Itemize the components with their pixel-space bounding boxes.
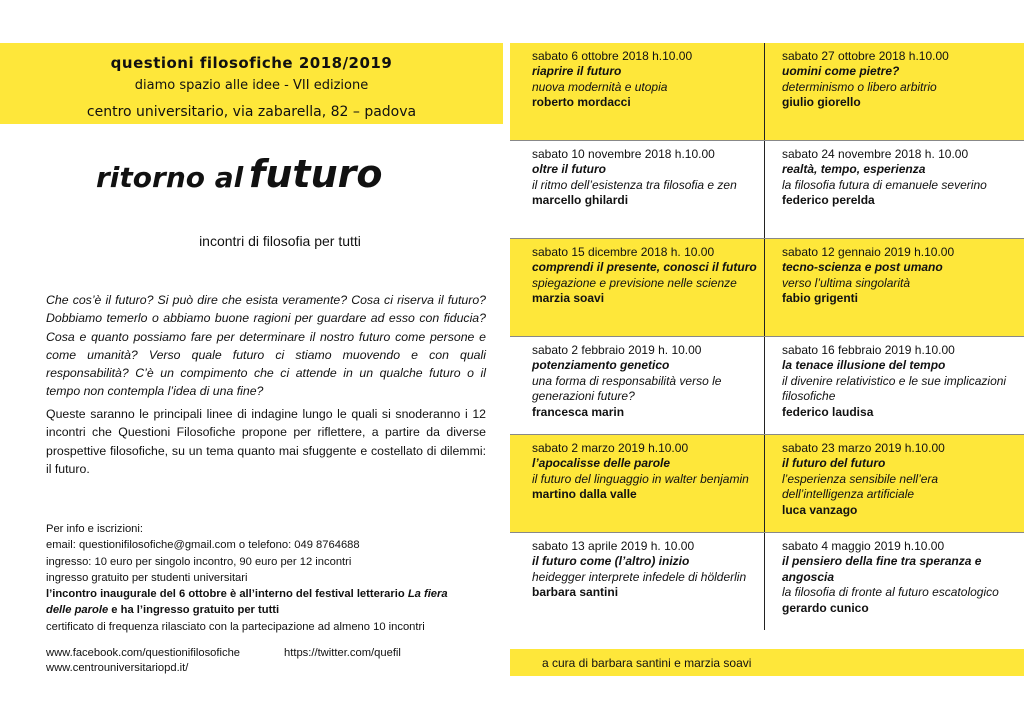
main-title (96, 152, 382, 196)
info-free-entry: e ha l’ingresso gratuito per tutti (108, 604, 280, 617)
info-inaugural (46, 586, 506, 602)
events-row (510, 43, 1024, 141)
event-description: la filosofia di fronte al futuro escatologico (782, 585, 999, 600)
intro-paragraph: Che cos’è il futuro? Si può dire che esista veramente? Cosa ci riserva il futuro? Dobbiamo temerlo o abbiamo buone ragioni per guardare ad esso con fiducia? Cosa e quanto possiamo fare per determinare il nostro futuro come persone e come umanità? Verso quale futuro ci stiamo muovendo e con quali responsabilità? C’è un compimento che ci attende in un qualche futuro o il tempo non contempla l’idea di una fine? (46, 293, 486, 399)
info-inaugural-text: l’incontro inaugurale del 6 ottobre è all’interno del festival letterario (46, 588, 408, 601)
event-title: tecno-scienza e post umano (782, 260, 943, 275)
event-card (532, 49, 772, 111)
subtitle: incontri di filosofia per tutti (199, 233, 361, 249)
event-description: spiegazione e previsione nelle scienze (532, 275, 737, 290)
events-row (510, 337, 1024, 435)
event-title: realtà, tempo, esperienza (782, 162, 926, 177)
event-title: oltre il futuro (532, 162, 606, 177)
event-speaker: gerardo cunico (782, 600, 869, 615)
event-description: il ritmo dell’esistenza tra filosofia e zen (532, 177, 737, 192)
festival-name-part2: delle parole (46, 604, 109, 617)
event-speaker: marcello ghilardi (532, 193, 629, 208)
event-title: comprendi il presente, conosci il futuro (532, 260, 757, 275)
event-date: sabato 10 novembre 2018 h.10.00 (532, 147, 715, 161)
event-date: sabato 4 maggio 2019 h.10.00 (782, 539, 945, 553)
events-row (510, 141, 1024, 239)
facebook-link[interactable]: www.facebook.com/questionifilosofiche (46, 647, 241, 659)
info-heading: Per info e iscrizioni: (46, 523, 143, 535)
event-description: nuova modernità e utopia (532, 79, 668, 94)
event-date: sabato 2 febbraio 2019 h. 10.00 (532, 343, 702, 357)
events-row (510, 435, 1024, 533)
event-description: verso l’ultima singolarità (782, 275, 911, 290)
venue-line: centro universitario, via zabarella, 82 – padova (86, 104, 417, 120)
event-date: sabato 24 novembre 2018 h. 10.00 (782, 147, 969, 161)
info-certificate: certificato di frequenza rilasciato con la partecipazione ad almeno 10 incontri (46, 620, 425, 633)
event-speaker: giulio giorello (782, 95, 861, 110)
event-speaker: federico laudisa (782, 404, 874, 419)
event-description: il divenire relativistico e le sue implicazioni filosofiche (782, 373, 1007, 404)
event-description: il futuro del linguaggio in walter benjamin (532, 471, 749, 486)
event-description: una forma di responsabilità verso le generazioni future? (532, 373, 722, 404)
event-card (782, 147, 1022, 209)
info-inaugural-cont (46, 602, 506, 618)
event-speaker: marzia soavi (532, 291, 605, 306)
event-card (532, 441, 772, 503)
event-title: riaprire il futuro (532, 64, 622, 79)
event-card (782, 343, 1022, 420)
event-date: sabato 16 febbraio 2019 h.10.00 (782, 343, 955, 357)
event-speaker: barbara santini (532, 585, 619, 600)
events-row (510, 533, 1024, 630)
event-card (782, 441, 1022, 518)
events-row (510, 239, 1024, 337)
event-title: la tenace illusione del tempo (782, 358, 946, 373)
info-students: ingresso gratuito per studenti universitari (46, 571, 248, 584)
website-link[interactable]: www.centrouniversitariopd.it/ (46, 662, 189, 674)
event-speaker: francesca marin (532, 404, 625, 419)
info-contact: email: questionifilosofiche@gmail.com o telefono: 049 8764688 (46, 539, 360, 552)
edition-line: diamo spazio alle idee - VII edizione (134, 78, 369, 93)
event-speaker: fabio grigenti (782, 291, 858, 306)
event-speaker: federico perelda (782, 193, 875, 208)
event-card (532, 245, 772, 307)
event-date: sabato 12 gennaio 2019 h.10.00 (782, 245, 955, 259)
event-date: sabato 6 ottobre 2018 h.10.00 (532, 49, 693, 63)
event-date: sabato 15 dicembre 2018 h. 10.00 (532, 245, 715, 259)
event-description: heidegger interprete infedele di hölderlin (532, 569, 747, 584)
series-title: questioni filosofiche 2018/2019 (110, 54, 393, 72)
events-grid (510, 43, 1024, 630)
event-date: sabato 13 aprile 2019 h. 10.00 (532, 539, 695, 553)
event-speaker: luca vanzago (782, 502, 858, 517)
event-title: il pensiero della fine tra speranza e angoscia (782, 554, 982, 584)
main-title-part2: futuro (248, 152, 383, 196)
event-description: determinismo o libero arbitrio (782, 79, 937, 94)
info-price: ingresso: 10 euro per singolo incontro, 90 euro per 12 incontri (46, 555, 352, 568)
event-title: potenziamento genetico (532, 358, 670, 373)
event-title: il futuro come (l’altro) inizio (532, 554, 690, 569)
curators-text: a cura di barbara santini e marzia soavi (542, 656, 752, 670)
event-title: il futuro del futuro (782, 456, 886, 471)
event-card (532, 147, 772, 209)
event-date: sabato 27 ottobre 2018 h.10.00 (782, 49, 949, 63)
event-card (782, 245, 1022, 307)
event-speaker: roberto mordacci (532, 95, 631, 110)
event-date: sabato 2 marzo 2019 h.10.00 (532, 441, 689, 455)
second-paragraph: Queste saranno le principali linee di indagine lungo le quali si snoderanno i 12 incontri che Questioni Filosofiche propone per riflettere, a partire da diverse prospettive filosofiche, su un tema quanto mai sfuggente e costellato di dilemmi: il futuro. (46, 407, 486, 476)
festival-name-part1: La fiera (407, 588, 448, 601)
event-title: uomini come pietre? (782, 64, 900, 79)
info-block (46, 521, 506, 635)
event-speaker: martino dalla valle (532, 487, 637, 502)
event-card (782, 49, 1022, 111)
curators-band (510, 649, 1024, 676)
event-card (532, 539, 772, 601)
main-title-part1: ritorno al (96, 161, 244, 194)
twitter-link[interactable]: https://twitter.com/quefil (284, 647, 401, 659)
event-title: l’apocalisse delle parole (532, 456, 671, 471)
event-description: l’esperienza sensibile nell’era dell’intelligenza artificiale (782, 471, 939, 502)
links-block (46, 646, 401, 676)
event-card (782, 539, 1022, 616)
event-description: la filosofia futura di emanuele severino (782, 177, 987, 192)
event-card (532, 343, 772, 420)
event-date: sabato 23 marzo 2019 h.10.00 (782, 441, 945, 455)
